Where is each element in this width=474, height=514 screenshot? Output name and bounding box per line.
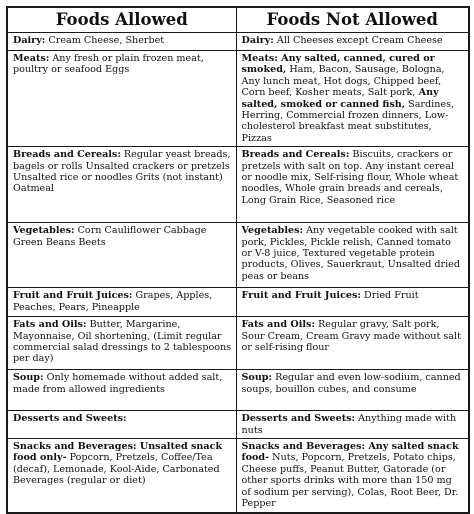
row-meats <box>7 51 469 147</box>
text-meats-allowed: Any fresh or plain frozen meat, poultry or seafood Eggs <box>13 53 204 76</box>
cell-breads-allowed <box>7 147 236 223</box>
cell-fruit-allowed <box>7 288 236 317</box>
cell-vegetables-allowed <box>7 223 236 288</box>
row-fruit <box>7 288 469 317</box>
label-desserts-allowed: Desserts and Sweets: <box>13 413 127 425</box>
cell-fruit-not-allowed <box>236 288 469 317</box>
row-breads <box>7 147 469 223</box>
label-snacks-not-allowed: Snacks and Beverages: Any salted snack food- <box>241 441 459 464</box>
row-vegetables <box>7 223 469 288</box>
cell-soup-not-allowed <box>236 370 469 411</box>
text-soup-allowed: Only homemade without added salt, made from allowed ingredients <box>13 372 223 395</box>
label-vegetables-allowed: Vegetables: <box>13 225 75 237</box>
text-meats-not-allowed-2: Sardines, Herring, Commercial frozen dinners, Low- cholesterol breakfast meat substitutes, Pizzas <box>241 98 455 144</box>
row-fats <box>7 317 469 370</box>
cell-meats-not-allowed <box>236 51 469 147</box>
text-fats-not-allowed: Regular gravy, Salt pork, Sour Cream, Cream Gravy made without salt or self-rising flour <box>241 319 461 354</box>
label-dairy-not-allowed: Dairy: <box>241 35 274 46</box>
label-desserts-not-allowed: Desserts and Sweets: <box>241 413 356 425</box>
label-soup-allowed: Soup: <box>13 372 44 384</box>
row-snacks <box>7 439 469 513</box>
bold-meats-not-allowed-1: Any salted, canned, cured or smoked, <box>241 53 435 76</box>
row-dairy <box>7 33 469 51</box>
text-meats-not-allowed-1: Ham, Bacon, Sausage, Bologna, Any lunch meat, Hot dogs, Chipped beef, Corn beef, Kosher meats, Salt pork, <box>241 64 445 99</box>
text-breads-not-allowed: Biscuits, crackers or pretzels with salt on top. Any instant cereal or noodle mix, Self-rising flour, Whole wheat noodles, Whole grain breads and cereals, Long Grain Rice, Seasoned rice <box>241 149 459 206</box>
label-snacks-allowed: Snacks and Beverages: Unsalted snack food only- <box>13 441 223 464</box>
label-soup-not-allowed: Soup: <box>241 372 273 384</box>
header-row <box>7 7 469 33</box>
text-breads-allowed: Regular yeast breads, bagels or rolls Unsalted crackers or pretzels Unsalted rice or noodles Grits (not instant) Oatmeal <box>13 149 231 195</box>
text-fats-allowed: Butter, Margarine, Mayonnaise, Oil shortening, (Limit regular commercial salad dressings to 2 tablespoons per day) <box>13 319 232 365</box>
cell-breads-not-allowed <box>236 147 469 223</box>
cell-snacks-allowed <box>7 439 236 513</box>
cell-fats-allowed <box>7 317 236 370</box>
label-fruit-not-allowed: Fruit and Fruit Juices: <box>241 290 361 302</box>
label-breads-allowed: Breads and Cereals: <box>13 149 121 161</box>
header-foods-not-allowed: Foods Not Allowed <box>236 7 469 33</box>
cell-dairy-allowed <box>7 33 236 51</box>
label-dairy-allowed: Dairy: <box>13 35 46 46</box>
text-vegetables-not-allowed: Any vegetable cooked with salt pork, Pickles, Pickle relish, Canned tomato or V-8 juice, Textured vegetable protein products, Olives, Sauerkraut, Unsalted dried peas or beans <box>241 225 460 282</box>
label-breads-not-allowed: Breads and Cereals: <box>241 149 350 161</box>
label-meats-not-allowed: Meats: <box>241 53 278 64</box>
text-vegetables-allowed: Corn Cauliflower Cabbage Green Beans Beets <box>13 225 207 248</box>
cell-snacks-not-allowed <box>236 439 469 513</box>
header-foods-allowed: Foods Allowed <box>7 7 236 33</box>
text-fruit-not-allowed: Dried Fruit <box>360 290 419 302</box>
row-soup <box>7 370 469 411</box>
label-vegetables-not-allowed: Vegetables: <box>241 225 304 237</box>
text-soup-not-allowed: Regular and even low-sodium, canned soups, bouillon cubes, and consume <box>241 372 461 395</box>
text-dairy-allowed: Cream Cheese, Sherbet <box>45 35 165 46</box>
cell-meats-allowed <box>7 51 236 147</box>
label-fruit-allowed: Fruit and Fruit Juices: <box>13 290 133 302</box>
cell-desserts-allowed <box>7 411 236 439</box>
text-desserts-not-allowed: Anything made with nuts <box>241 413 457 436</box>
cell-fats-not-allowed <box>236 317 469 370</box>
text-snacks-allowed: Popcorn, Pretzels, Coffee/Tea (decaf), Lemonade, Kool-Aide, Carbonated Beverages (regular or diet) <box>13 452 220 487</box>
label-fats-allowed: Fats and Oils: <box>13 319 87 331</box>
cell-dairy-not-allowed <box>236 33 469 51</box>
label-fats-not-allowed: Fats and Oils: <box>241 319 316 331</box>
text-snacks-not-allowed: Nuts, Popcorn, Pretzels, Potato chips, Cheese puffs, Peanut Butter, Gatorade (or other sports drinks with more than 150 mg of sodium per serving), Colas, Root Beer, Dr. Pepper <box>241 452 459 510</box>
bold-meats-not-allowed-2: Any salted, smoked or canned fish, <box>241 87 439 110</box>
cell-vegetables-not-allowed <box>236 223 469 288</box>
text-fruit-allowed: Grapes, Apples, Peaches, Pears, Pineapple <box>13 290 213 313</box>
row-desserts <box>7 411 469 439</box>
food-table <box>6 6 470 514</box>
cell-soup-allowed <box>7 370 236 411</box>
cell-desserts-not-allowed <box>236 411 469 439</box>
label-meats-allowed: Meats: <box>13 53 50 64</box>
text-dairy-not-allowed: All Cheeses except Cream Cheese <box>273 35 443 46</box>
